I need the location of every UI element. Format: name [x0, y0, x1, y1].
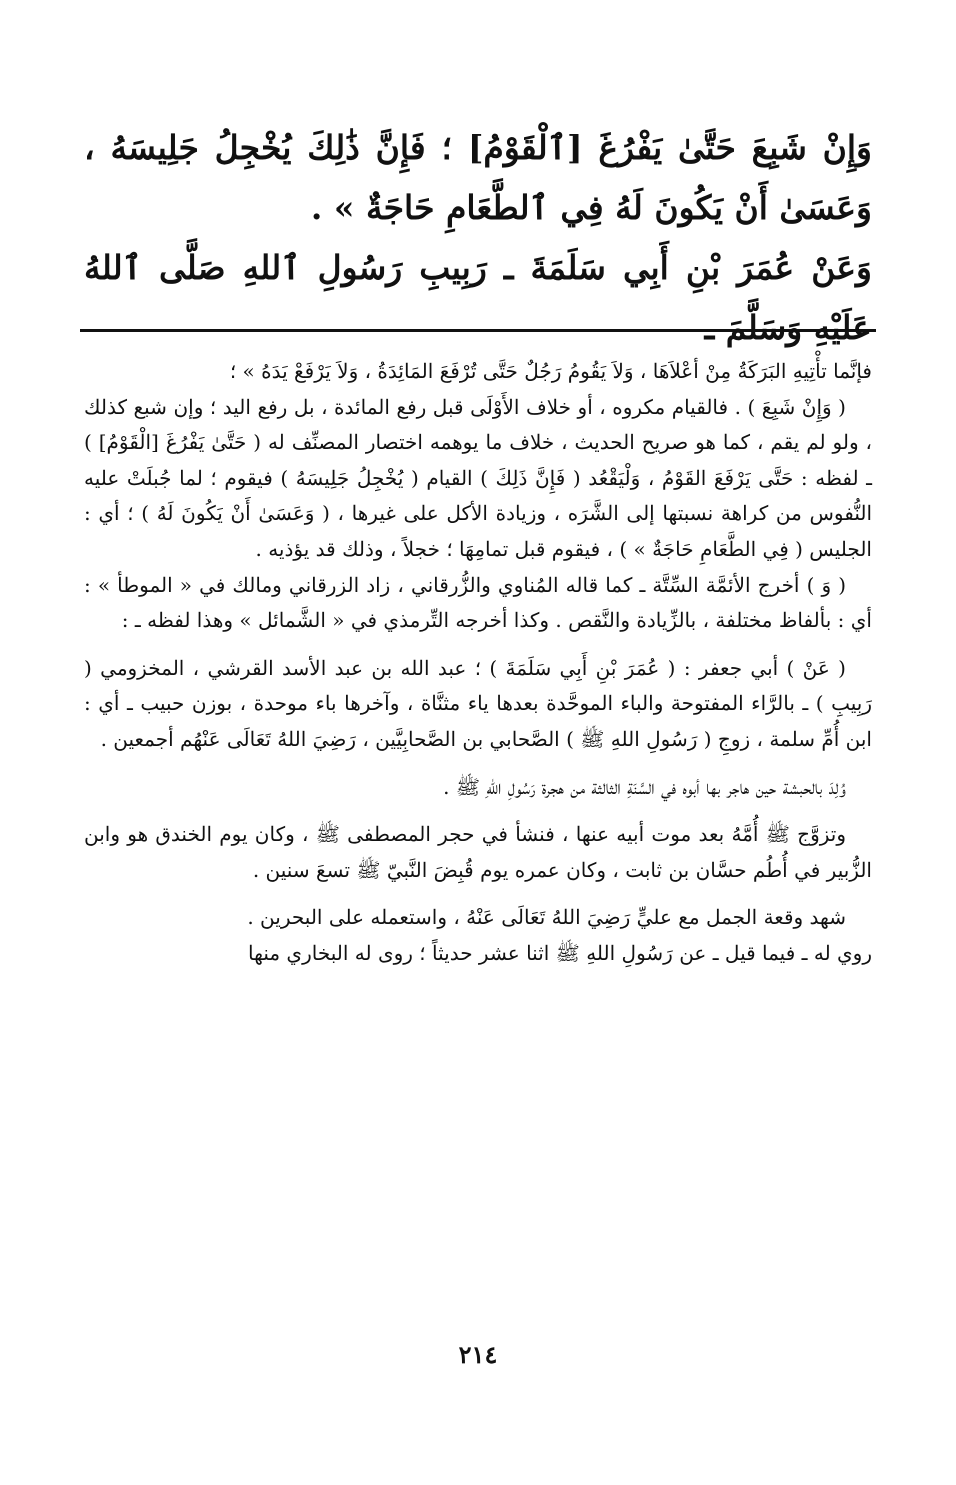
commentary-paragraph-6: وتزوَّج ﷺ أُمَّهُ بعد موت أبيه عنها ، فنشأ في حجر المصطفى ﷺ ، وكان يوم الخندق هو وابن الزُّبير في أُطُم حسَّان بن ثابت ، وكان عمره يوم قُبِضَ النَّبيّ ﷺ تسعَ سنين .: [84, 822, 872, 882]
hadith-text: [84, 118, 872, 358]
commentary-paragraph-7: شهد وقعة الجمل مع عليٍّ رَضِيَ اللهُ تَعَالَى عَنْهُ ، واستعمله على البحرين .: [247, 905, 846, 930]
commentary-paragraph-3: ( وَ ) أخرج الأئمَّة السِّتَّة ـ كما قاله المُناوي والزُّرقاني ، زاد الزرقاني ومالك في « الموطأ » : أي : بألفاظ مختلفة ، بالزِّيادة والنَّقص . وكذا أخرجه التِّرمذي في « الشَّمائل » وهذا لفظه ـ :: [84, 572, 872, 633]
commentary-paragraph-2: ( وَإِنْ شَبِعَ ) . فالقيام مكروه ، أو خلاف الأَوْلَى قبل رفع المائدة ، بل رفع اليد ؛ وإن شبع كذلك ، ولو لم يقم ، كما هو صريح الحديث ، خلاف ما يوهمه اختصار المصنِّف له ( حَتَّىٰ يَفْرُغَ [الْقَوْمُ] ) ـ لفظه : حَتَّى يَرْفَعَ القَوْمُ ، وَلْيَقْعُد ( فَإِنَّ ذَلِكَ ) القيام ( يُخْجِلُ جَلِيسَهُ ) فيقوم ؛ لما جُبلَتْ عليه النُّفوس من كراهة نسبتها إلى الشَّرَه ، وزيادة الأكل على غيرها ، ( وَعَسَىٰ أَنْ يَكُونَ لَهُ ) ؛ أي : الجليس ( فِي الطَّعَامِ حَاجَةٌ » ) ، فيقوم قبل تمامِهَا ؛ خجلاً ، وذلك قد يؤذيه .: [84, 394, 873, 561]
commentary-paragraph-4: ( عَنْ ) أبي جعفر : ( عُمَرَ بْنِ أَبِي سَلَمَةَ ) ؛ عبد الله بن عبد الأسد القرشي ، المخزومي ( رَبِيبِ ) ـ بالرَّاء المفتوحة والباء الموحَّدة بعدها ياء مثنَّاة ، وآخرها باء موحدة ، بوزن حبيب ـ أي : ابن أُمِّ سلمة ، زوجِ ( رَسُولِ اللهِ ﷺ ) الصَّحابي بن الصَّحابِيَّين ، رَضِيَ اللهُ تَعَالَى عَنْهُم أجمعين .: [84, 655, 872, 751]
commentary-paragraph-8: روي له ـ فيما قيل ـ عن رَسُولِ اللهِ ﷺ اثنا عشر حديثاً ؛ روى له البخاري منها: [248, 940, 872, 965]
hadith-line-1: وَإِنْ شَبِعَ حَتَّىٰ يَفْرُغَ [ٱلْقَوْمُ] ؛ فَإِنَّ ذَٰلِكَ يُخْجِلُ جَلِيسَهُ ، وَعَسَىٰ أَنْ يَكُونَ لَهُ فِي ٱلطَّعَامِ حَاجَةٌ » .: [84, 128, 872, 227]
hadith-line-2: وَعَنْ عُمَرَ بْنِ أَبِي سَلَمَةَ ـ رَبِيبِ رَسُولِ ٱللهِ صَلَّى ٱللهُ عَلَيْهِ وَسَلَّمَ ـ: [84, 248, 872, 347]
commentary-paragraph-1: فإنَّما تأْتِيهِ البَرَكَةُ مِنْ أعْلاَهَا ، وَلاَ يَقُومُ رَجُلٌ حَتَّى تُرْفَعَ المَائِدَةُ ، وَلاَ يَرْفَعْ يَدَهُ » ؛: [229, 359, 872, 383]
commentary-text: [84, 354, 872, 972]
commentary-paragraph-5: وُلِدَ بالحبشة حين هاجر بها أبوه في السَّنَةِ الثالثة من هجرة رَسُولِ اللهِ ﷺ .: [443, 774, 846, 799]
page-number: ٢١٤: [458, 1340, 498, 1369]
separator-rule: [80, 329, 876, 332]
